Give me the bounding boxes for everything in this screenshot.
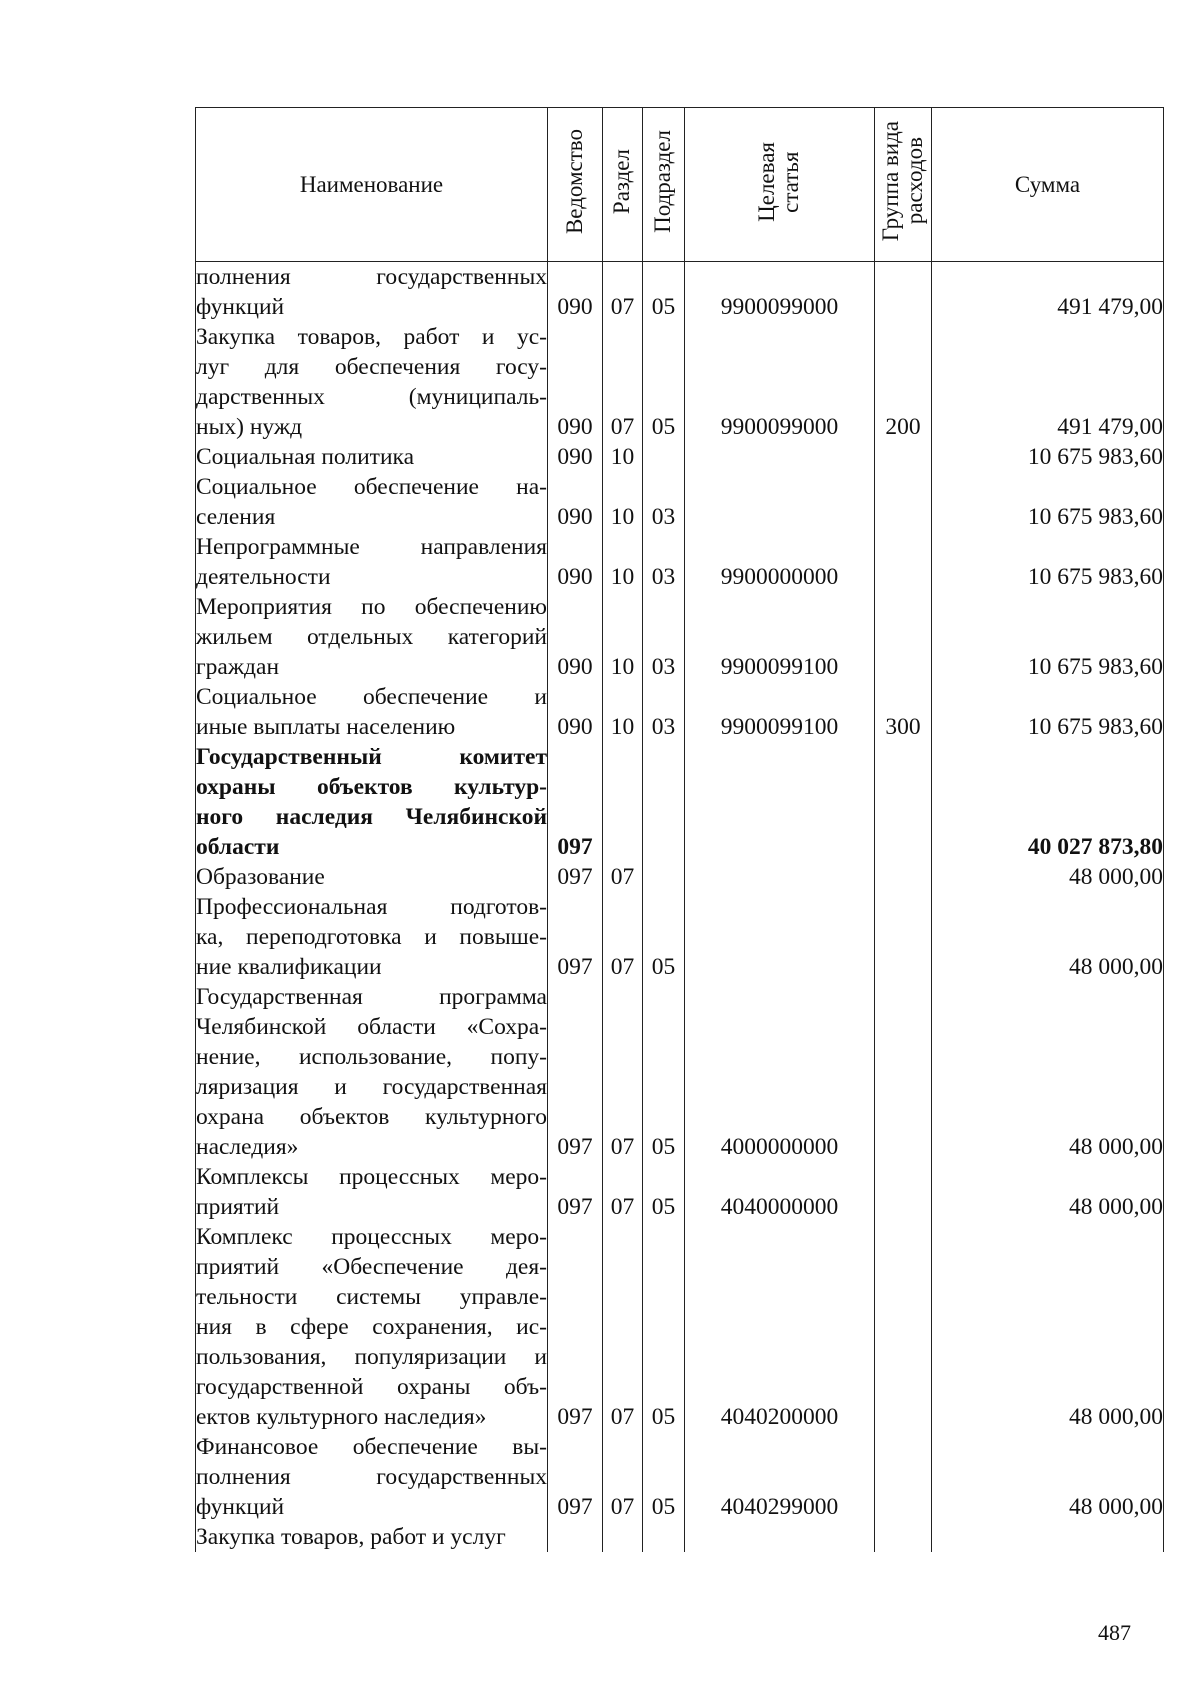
cell-name-line: ектов культурного наследия» [196, 1404, 487, 1430]
table-row [196, 442, 1164, 472]
cell-name-line: Мероприятия по обеспечению [196, 594, 547, 620]
cell-summa: 48 000,00 [932, 982, 1164, 1162]
cell-razdel: 07 [603, 892, 643, 982]
cell-vedomstvo: 097 [548, 862, 603, 892]
cell-celevaya-statya: 4040299000 [685, 1432, 875, 1522]
cell-summa: 48 000,00 [932, 862, 1164, 892]
cell-razdel: 07 [603, 1222, 643, 1432]
cell-podrazdel: 03 [643, 592, 685, 682]
cell-summa: 48 000,00 [932, 1222, 1164, 1432]
cell-name [196, 532, 548, 592]
cell-name-line: ного наследия Челябинской [196, 804, 547, 830]
cell-gruppa [875, 1432, 932, 1522]
cell-celevaya-statya: 9900000000 [685, 532, 875, 592]
cell-gruppa [875, 532, 932, 592]
cell-name [196, 442, 548, 472]
cell-name-line: Комплексы процессных меро- [196, 1164, 547, 1190]
cell-celevaya-statya: 4000000000 [685, 982, 875, 1162]
cell-vedomstvo: 097 [548, 1432, 603, 1522]
cell-gruppa [875, 1522, 932, 1552]
cell-vedomstvo [548, 1522, 603, 1552]
cell-name [196, 1222, 548, 1432]
cell-name-line: Государственный комитет [196, 744, 547, 770]
table-row [196, 1522, 1164, 1552]
cell-name-line: ка, переподготовка и повыше- [196, 924, 547, 950]
cell-podrazdel: 05 [643, 322, 685, 442]
cell-celevaya-statya: 4040200000 [685, 1222, 875, 1432]
cell-summa: 48 000,00 [932, 892, 1164, 982]
cell-podrazdel: 05 [643, 892, 685, 982]
cell-podrazdel: 05 [643, 1222, 685, 1432]
cell-razdel: 10 [603, 592, 643, 682]
cell-summa: 10 675 983,60 [932, 532, 1164, 592]
cell-name-line: Профессиональная подготов- [196, 894, 547, 920]
cell-name [196, 322, 548, 442]
table-row [196, 682, 1164, 742]
cell-name-line: ляризация и государственная [196, 1074, 547, 1100]
cell-name-line: тельности системы управле- [196, 1284, 547, 1310]
cell-razdel: 07 [603, 1162, 643, 1222]
table-row [196, 1222, 1164, 1432]
cell-razdel: 10 [603, 472, 643, 532]
cell-name-line: государственной охраны объ- [196, 1374, 547, 1400]
cell-name-line: ных) нужд [196, 414, 303, 440]
cell-summa: 10 675 983,60 [932, 472, 1164, 532]
header-razdel: Раздел [603, 108, 643, 262]
cell-name-line: охраны объектов культур- [196, 774, 547, 800]
table-row [196, 1162, 1164, 1222]
cell-name-line: жильем отдельных категорий [196, 624, 547, 650]
cell-razdel: 07 [603, 1432, 643, 1522]
cell-name-line: функций [196, 1494, 285, 1520]
cell-celevaya-statya [685, 472, 875, 532]
cell-summa: 10 675 983,60 [932, 682, 1164, 742]
cell-razdel: 07 [603, 322, 643, 442]
cell-gruppa [875, 742, 932, 862]
cell-name-line: приятий [196, 1194, 280, 1220]
cell-name [196, 682, 548, 742]
cell-gruppa [875, 262, 932, 323]
cell-name-line: иные выплаты населению [196, 714, 456, 740]
table-row [196, 322, 1164, 442]
cell-name-line: Государственная программа [196, 984, 547, 1010]
cell-vedomstvo: 097 [548, 892, 603, 982]
cell-name-line: наследия» [196, 1134, 299, 1160]
cell-name-line: ния в сфере сохранения, ис- [196, 1314, 547, 1340]
cell-razdel [603, 1522, 643, 1552]
cell-celevaya-statya: 4040000000 [685, 1162, 875, 1222]
cell-gruppa [875, 472, 932, 532]
cell-gruppa [875, 1222, 932, 1432]
cell-podrazdel [643, 742, 685, 862]
cell-name-line: Социальное обеспечение на- [196, 474, 547, 500]
cell-celevaya-statya: 9900099100 [685, 592, 875, 682]
cell-razdel: 10 [603, 682, 643, 742]
cell-name-line: области [196, 834, 280, 860]
cell-podrazdel: 03 [643, 532, 685, 592]
cell-podrazdel: 03 [643, 682, 685, 742]
cell-gruppa [875, 862, 932, 892]
cell-name [196, 862, 548, 892]
cell-summa: 491 479,00 [932, 262, 1164, 323]
table-row [196, 592, 1164, 682]
cell-name-line: функций [196, 294, 285, 320]
header-vedomstvo: Ведомство [548, 108, 603, 262]
cell-gruppa [875, 1162, 932, 1222]
table-header-row [196, 108, 1164, 262]
cell-name-line: Челябинской области «Сохра- [196, 1014, 547, 1040]
cell-vedomstvo: 090 [548, 322, 603, 442]
cell-name [196, 1432, 548, 1522]
cell-summa [932, 1522, 1164, 1552]
cell-name-line: пользования, популяризации и [196, 1344, 547, 1370]
budget-table [195, 107, 1164, 1552]
cell-podrazdel: 05 [643, 1162, 685, 1222]
cell-gruppa [875, 982, 932, 1162]
cell-name-line: Финансовое обеспечение вы- [196, 1434, 547, 1460]
table-row [196, 532, 1164, 592]
cell-vedomstvo: 090 [548, 442, 603, 472]
cell-summa: 48 000,00 [932, 1162, 1164, 1222]
cell-name-line: Социальное обеспечение и [196, 684, 547, 710]
cell-podrazdel: 05 [643, 1432, 685, 1522]
cell-name [196, 982, 548, 1162]
cell-name [196, 1522, 548, 1552]
header-summa: Сумма [932, 108, 1164, 262]
cell-name-line: ние квалификации [196, 954, 382, 980]
cell-name-line: селения [196, 504, 276, 530]
cell-gruppa: 200 [875, 322, 932, 442]
cell-name-line: Образование [196, 864, 325, 890]
cell-razdel: 10 [603, 442, 643, 472]
cell-podrazdel: 05 [643, 982, 685, 1162]
cell-name-line: Комплекс процессных меро- [196, 1224, 547, 1250]
cell-celevaya-statya [685, 892, 875, 982]
cell-name-line: Социальная политика [196, 444, 415, 470]
cell-vedomstvo: 097 [548, 1162, 603, 1222]
cell-razdel: 07 [603, 862, 643, 892]
cell-vedomstvo: 097 [548, 1222, 603, 1432]
cell-name-line: Непрограммные направления [196, 534, 547, 560]
cell-vedomstvo: 090 [548, 472, 603, 532]
cell-podrazdel [643, 1522, 685, 1552]
cell-celevaya-statya: 9900099000 [685, 322, 875, 442]
cell-vedomstvo: 090 [548, 262, 603, 323]
cell-celevaya-statya [685, 742, 875, 862]
cell-razdel [603, 742, 643, 862]
cell-name [196, 472, 548, 532]
cell-podrazdel: 03 [643, 472, 685, 532]
cell-name [196, 1162, 548, 1222]
header-name: Наименование [196, 108, 548, 262]
cell-gruppa [875, 442, 932, 472]
cell-name-line: луг для обеспечения госу- [196, 354, 547, 380]
table-row [196, 742, 1164, 862]
cell-summa: 491 479,00 [932, 322, 1164, 442]
cell-name [196, 742, 548, 862]
cell-podrazdel [643, 442, 685, 472]
cell-name-line: приятий «Обеспечение дея- [196, 1254, 547, 1280]
cell-vedomstvo: 090 [548, 592, 603, 682]
cell-name [196, 892, 548, 982]
cell-name-line: Закупка товаров, работ и ус- [196, 324, 547, 350]
cell-razdel: 10 [603, 532, 643, 592]
cell-gruppa: 300 [875, 682, 932, 742]
table-row [196, 472, 1164, 532]
header-podrazdel: Подраздел [643, 108, 685, 262]
cell-celevaya-statya [685, 1522, 875, 1552]
table-body [196, 262, 1164, 1553]
cell-celevaya-statya [685, 862, 875, 892]
cell-summa: 40 027 873,80 [932, 742, 1164, 862]
cell-name-line: нение, использование, попу- [196, 1044, 547, 1070]
cell-name-line: деятельности [196, 564, 331, 590]
table-row [196, 892, 1164, 982]
cell-name [196, 592, 548, 682]
cell-podrazdel: 05 [643, 262, 685, 323]
cell-summa: 48 000,00 [932, 1432, 1164, 1522]
table-row [196, 1432, 1164, 1522]
page-number: 487 [1098, 1620, 1131, 1645]
cell-gruppa [875, 892, 932, 982]
cell-vedomstvo: 097 [548, 742, 603, 862]
cell-vedomstvo: 090 [548, 532, 603, 592]
cell-razdel: 07 [603, 262, 643, 323]
cell-vedomstvo: 097 [548, 982, 603, 1162]
cell-summa: 10 675 983,60 [932, 442, 1164, 472]
cell-name-line: Закупка товаров, работ и услуг [196, 1524, 506, 1550]
cell-name [196, 262, 548, 323]
cell-name-line: полнения государственных [196, 264, 547, 290]
header-celevaya-statya: Целевая статья [685, 108, 875, 262]
table-row [196, 982, 1164, 1162]
cell-razdel: 07 [603, 982, 643, 1162]
cell-celevaya-statya: 9900099000 [685, 262, 875, 323]
header-gruppa-vida-rashodov: Группа вида расходов [875, 108, 932, 262]
cell-summa: 10 675 983,60 [932, 592, 1164, 682]
cell-name-line: граждан [196, 654, 280, 680]
table-row [196, 862, 1164, 892]
cell-vedomstvo: 090 [548, 682, 603, 742]
cell-name-line: полнения государственных [196, 1464, 547, 1490]
cell-podrazdel [643, 862, 685, 892]
cell-name-line: дарственных (муниципаль- [196, 384, 547, 410]
table-row [196, 262, 1164, 323]
cell-celevaya-statya: 9900099100 [685, 682, 875, 742]
cell-celevaya-statya [685, 442, 875, 472]
cell-gruppa [875, 592, 932, 682]
cell-name-line: охрана объектов культурного [196, 1104, 547, 1130]
